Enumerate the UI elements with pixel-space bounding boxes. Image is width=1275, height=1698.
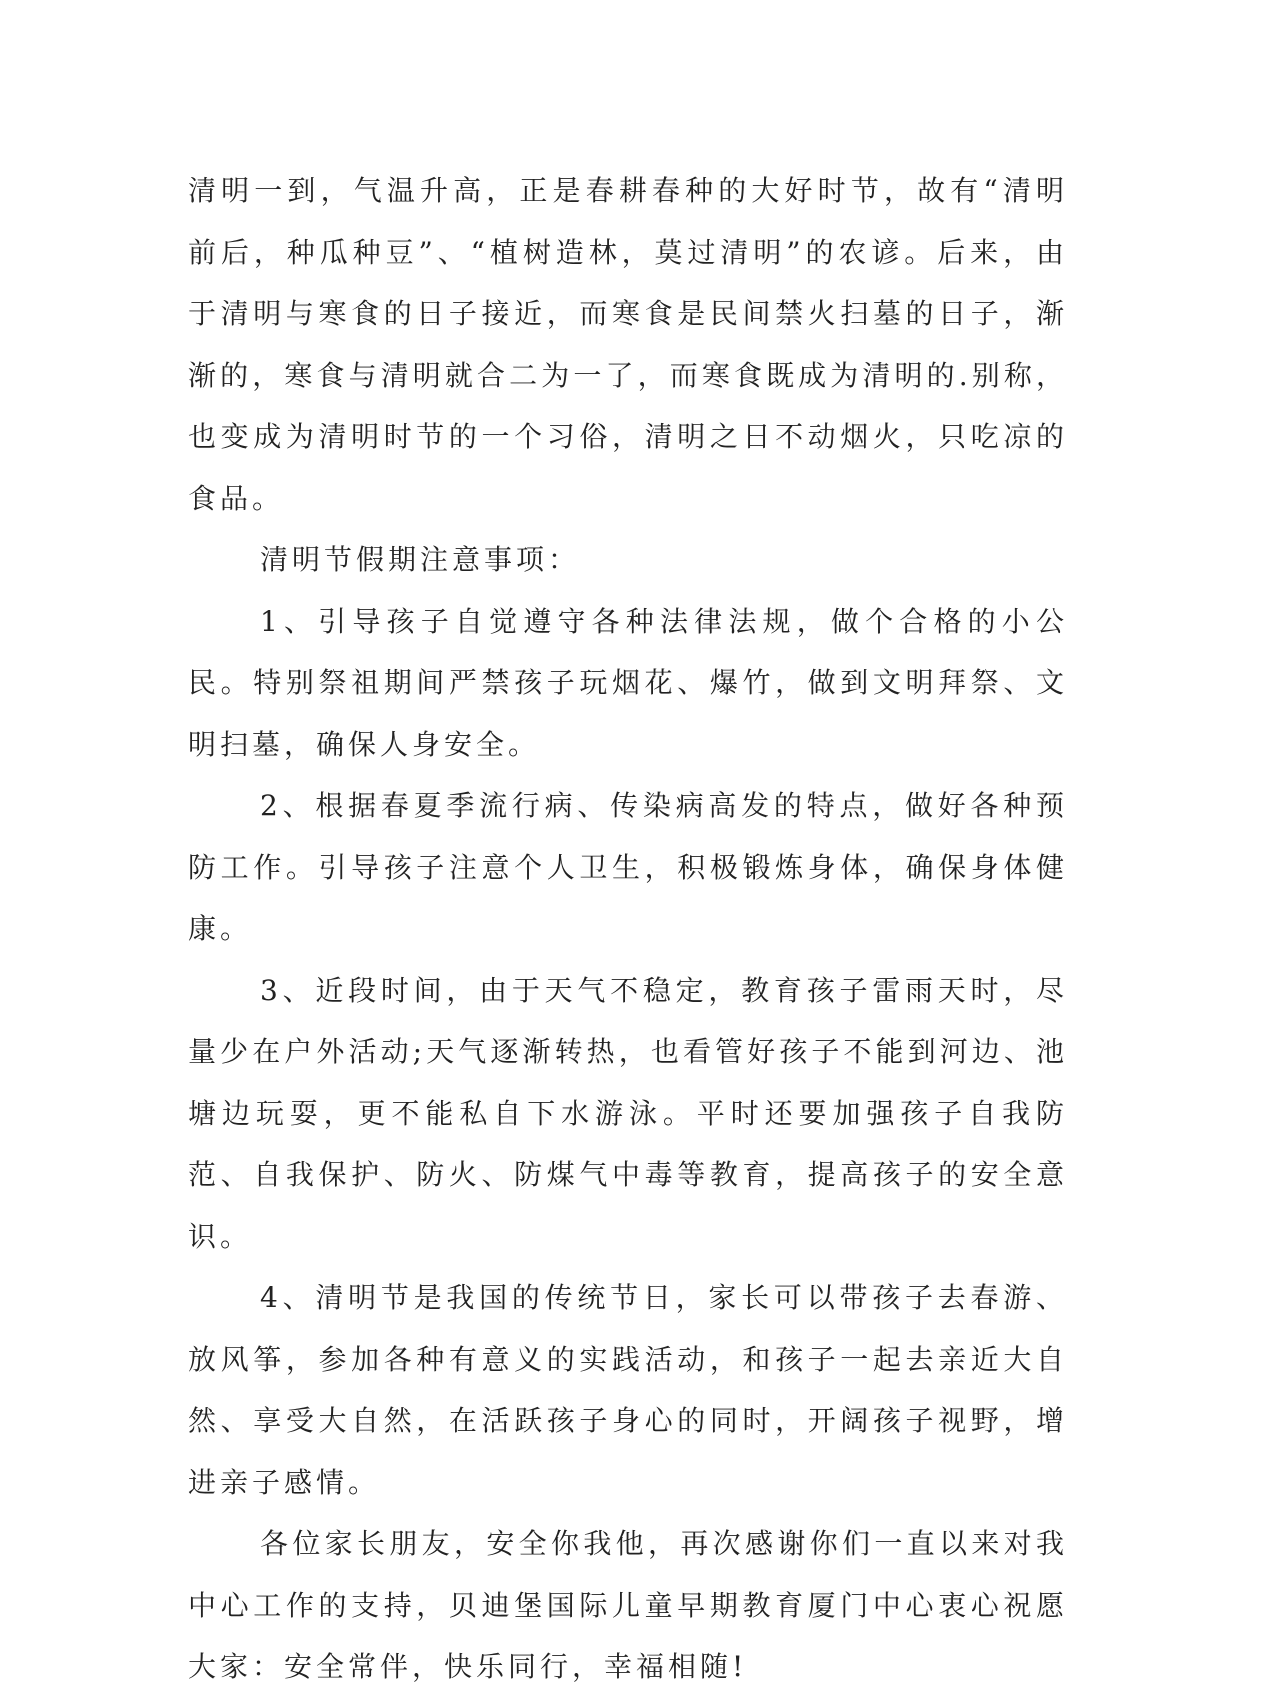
notice-item-3: 3、近段时间，由于天气不稳定，教育孩子雷雨天时，尽量少在户外活动;天气逐渐转热，也看管好孩子不能到河边、池塘边玩耍，更不能私自下水游泳。平时还要加强孩子自我防范、自我保护、防火、防煤气中毒等教育，提高孩子的安全意识。: [188, 973, 1068, 1253]
document-body: [188, 160, 1068, 1698]
paragraph-intro: 清明一到，气温升高，正是春耕春种的大好时节，故有“清明前后，种瓜种豆”、“植树造林，莫过清明”的农谚。后来，由于清明与寒食的日子接近，而寒食是民间禁火扫墓的日子，渐渐的，寒食与清明就合二为一了，而寒食既成为清明的.别称，也变成为清明时节的一个习俗，清明之日不动烟火，只吃凉的食品。: [188, 174, 1068, 515]
paragraph-closing: 各位家长朋友，安全你我他，再次感谢你们一直以来对我中心工作的支持，贝迪堡国际儿童早期教育厦门中心衷心祝愿大家：安全常伴，快乐同行，幸福相随!: [188, 1527, 1068, 1683]
notice-item-4: 4、清明节是我国的传统节日，家长可以带孩子去春游、放风筝，参加各种有意义的实践活动，和孩子一起去亲近大自然、享受大自然，在活跃孩子身心的同时，开阔孩子视野，增进亲子感情。: [188, 1281, 1068, 1499]
notice-heading: 清明节假期注意事项：: [260, 543, 581, 576]
notice-item-2: 2、根据春夏季流行病、传染病高发的特点，做好各种预防工作。引导孩子注意个人卫生，积极锻炼身体，确保身体健康。: [188, 789, 1068, 945]
notice-item-1: 1、引导孩子自觉遵守各种法律法规，做个合格的小公民。特别祭祖期间严禁孩子玩烟花、爆竹，做到文明拜祭、文明扫墓，确保人身安全。: [188, 604, 1068, 761]
